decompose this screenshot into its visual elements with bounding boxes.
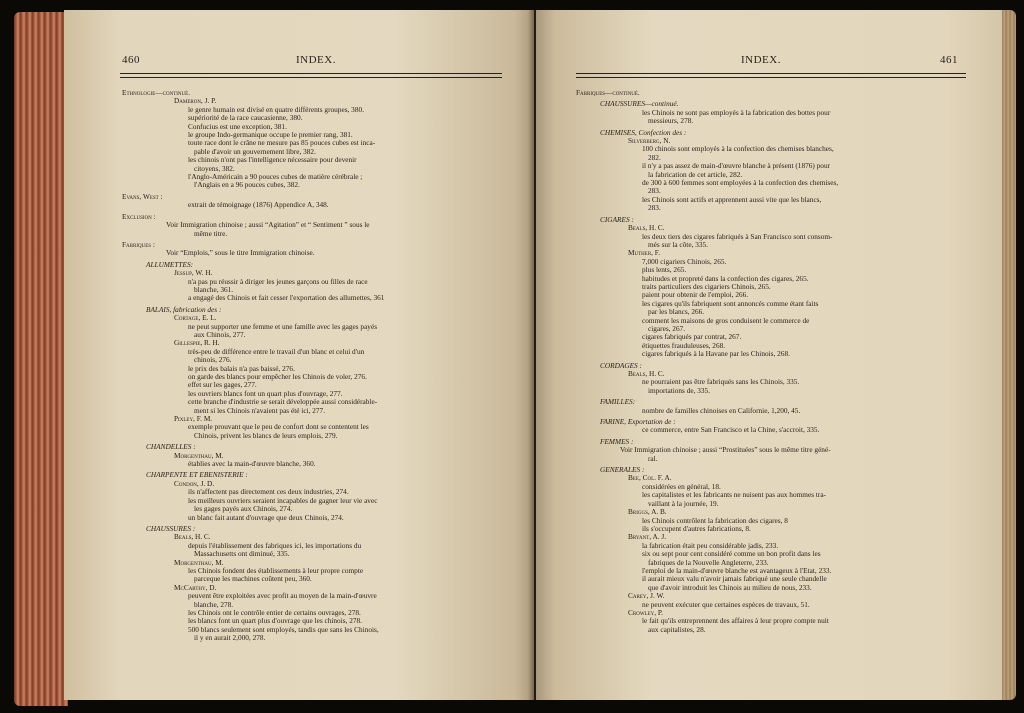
- index-entry-continuation: la fabrication de cet article, 282.: [648, 169, 743, 179]
- index-witness-name: Dameron, J. P.: [174, 96, 217, 106]
- index-entry: ne peut supporter une femme et une famille avec les gages payés: [188, 321, 378, 331]
- index-entry-continuation: Chinois, privent les blancs de leurs emplois, 279.: [194, 430, 338, 440]
- index-entry: ils n'affectent pas directement ces deux industries, 274.: [188, 487, 349, 497]
- index-subheading: ALLUMETTES:: [146, 259, 194, 269]
- index-heading: Exclusion :: [122, 211, 156, 221]
- header-rule-thin: [576, 77, 966, 78]
- index-entry: les chinois n'ont pas l'intelligence nécessaire pour devenir: [188, 155, 357, 165]
- index-entry-continuation: pable d'avoir un gouvernement libre, 382.: [194, 146, 316, 156]
- right-page: [536, 10, 1002, 700]
- index-entry: extrait de témoignage (1876) Appendice A, 348.: [188, 200, 329, 210]
- index-entry: le genre humain est divisé en quatre différents groupes, 380.: [188, 104, 364, 114]
- index-entry: très-peu de différence entre le travail d'un blanc et celui d'un: [188, 346, 365, 356]
- index-entry: les meilleurs ouvriers seraient incapables de gagner leur vie avec: [188, 495, 378, 505]
- index-entry: effet sur les gages, 277.: [188, 380, 257, 390]
- index-column: [122, 86, 512, 643]
- index-entry: toute race dont le crâne ne mesure pas 85 pouces cubes est inca-: [188, 138, 376, 148]
- index-see-reference: Voir “Emplois,” sous le titre Immigration chinoise.: [166, 248, 315, 258]
- index-subheading: FEMMES :: [600, 436, 634, 446]
- index-entry-continuation: l'Anglais en a 96 pouces cubes, 382.: [194, 180, 300, 190]
- index-entry-continuation: il y en aurait 2,000, 278.: [194, 633, 266, 643]
- index-entry-continuation: fabriques de la Nouvelle Angleterre, 233.: [648, 557, 769, 567]
- running-head: INDEX.: [741, 54, 781, 66]
- index-entry: 100 chinois sont employés à la confection des chemises blanches,: [642, 144, 834, 154]
- index-entry: les Chinois fondent des établissements à leur propre compte: [188, 565, 364, 575]
- index-entry: les Chinois ont le contrôle entier de certains ouvrages, 278.: [188, 607, 361, 617]
- index-entry-continuation: més sur la côte, 335.: [648, 239, 708, 249]
- header-rule: [576, 73, 966, 74]
- index-entry: l'Anglo-Américain a 90 pouces cubes de matière cérébrale ;: [188, 172, 363, 182]
- index-entry: six ou sept pour cent considéré comme un bon profit dans les: [642, 549, 821, 559]
- index-witness-name: Condon, J. D.: [174, 478, 215, 488]
- index-entry: exemple prouvant que le peu de confort dont se contentent les: [188, 422, 369, 432]
- index-entry: il n'y a pas assez de main-d'œuvre blanche à présent (1876) pour: [642, 161, 831, 171]
- index-entry: supériorité de la race caucasienne, 380.: [188, 113, 303, 123]
- index-entry-continuation: ral.: [648, 453, 658, 463]
- index-witness-name: Pixley, F. M.: [174, 414, 213, 424]
- index-entry: il aurait mieux valu n'avoir jamais fabriqué une seule chandelle: [642, 574, 827, 584]
- index-entry: a engagé des Chinois et fait cesser l'exportation des allumettes, 361: [188, 293, 385, 303]
- index-entry-continuation: importations de, 335.: [648, 385, 711, 395]
- index-entry-continuation: citoyens, 382.: [194, 163, 235, 173]
- index-entry: n'a pas pu réussir à diriger les jeunes garçons ou filles de race: [188, 276, 368, 286]
- index-witness-name: Gillespie, R. H.: [174, 338, 220, 348]
- index-subheading: BALAIS, fabrication des :: [146, 304, 222, 314]
- index-entry: les cigares qu'ils fabriquent sont annoncés comme étant faits: [642, 298, 819, 308]
- index-entry-continuation: aux Chinois, 277.: [194, 329, 246, 339]
- index-entry: la fabrication était peu considérable jadis, 233.: [642, 540, 779, 550]
- index-entry: le fait qu'ils entreprennent des affaires à leur propre compte nuit: [642, 616, 829, 626]
- index-entry-continuation: par les blancs, 266.: [648, 307, 705, 317]
- index-witness-name: Jessup, W. H.: [174, 268, 213, 278]
- index-entry-continuation: Massachusetts ont diminué, 335.: [194, 549, 290, 559]
- index-subheading: CHAUSSURES—continué.: [600, 99, 679, 109]
- index-heading: Fabriques—continué.: [576, 88, 640, 97]
- page-number: 461: [940, 54, 958, 66]
- index-witness-name: Morgenthau, M.: [174, 450, 224, 460]
- index-entry: les ouvriers blancs font un quart plus d'ouvrage, 277.: [188, 388, 343, 398]
- index-entry: considérées en général, 18.: [642, 481, 721, 491]
- index-entry: les Chinois ne sont pas employés à la fabrication des bottes pour: [642, 107, 831, 117]
- index-entry: plus lents, 265.: [642, 265, 687, 275]
- index-entry-continuation: blanche, 278.: [194, 599, 234, 609]
- index-witness-name: Carey, J. W.: [628, 591, 665, 601]
- index-subheading: CHAUSSURES :: [146, 523, 196, 533]
- left-page: [64, 10, 534, 700]
- index-entry: cette branche d'industrie se serait développée aussi considérable-: [188, 397, 378, 407]
- index-entry: traits particuliers des cigariers Chinois, 265.: [642, 281, 771, 291]
- page-edges-left: [14, 12, 68, 706]
- index-entry: peuvent être exploitées avec profit au moyen de la main-d'œuvre: [188, 591, 377, 601]
- index-subheading: CHEMISES, Confection des :: [600, 127, 687, 137]
- index-see-reference: Voir Immigration chinoise ; aussi “Agitation” et “ Sentiment ” sous le: [166, 220, 370, 230]
- index-entry: établies avec la main-d'œuvre blanche, 360.: [188, 459, 316, 469]
- index-subheading: CHARPENTE ET EBENISTERIE :: [146, 470, 248, 480]
- index-entry: le groupe Indo-germanique occupe le premier rang, 381.: [188, 130, 353, 140]
- index-entry: cigares fabriqués par contrat, 267.: [642, 332, 742, 342]
- page-edges-right: [1000, 10, 1016, 700]
- index-entry-continuation: parceque les machines coûtent peu, 360.: [194, 574, 312, 584]
- index-entry-continuation: messieurs, 278.: [648, 116, 694, 126]
- index-entry: les capitalistes et les fabricants ne nuisent pas aux hommes tra-: [642, 490, 826, 500]
- index-entry: Confucius est une exception, 381.: [188, 121, 287, 131]
- index-entry-continuation: les gages payés aux Chinois, 274.: [194, 504, 293, 514]
- index-subheading: FAMILLES:: [600, 397, 636, 407]
- index-entry: nombre de familles chinoises en Californie, 1,200, 45.: [642, 405, 801, 415]
- index-entry: on garde des blancs pour empêcher les Chinois de voler, 276.: [188, 372, 367, 381]
- index-entry: habitudes et propreté dans la confection des cigares, 265.: [642, 273, 809, 283]
- index-witness-name: Muther, F.: [628, 248, 661, 258]
- index-column: [576, 86, 996, 634]
- index-heading: Fabriques :: [122, 239, 155, 249]
- index-entry-continuation: vaillant à la journée, 19.: [648, 498, 719, 508]
- index-witness-name: Crowley, P.: [628, 607, 663, 617]
- index-entry-continuation: 282.: [648, 152, 661, 162]
- index-entry: de 300 à 600 femmes sont employées à la confection des chemises,: [642, 178, 839, 188]
- index-witness-name: Briggs, A. B.: [628, 507, 667, 517]
- index-entry: depuis l'établissement des fabriques ici, les importations du: [188, 540, 362, 550]
- index-subheading: CHANDELLES :: [146, 442, 196, 452]
- index-entry: ne pourraient pas être fabriqués sans les Chinois, 335.: [642, 377, 800, 387]
- index-entry: l'emploi de la main-d'œuvre blanche est avantageux à l'Etat, 233.: [642, 565, 832, 575]
- index-entry-continuation: cigares, 267.: [648, 323, 686, 333]
- index-witness-name: Beals, H. C.: [628, 223, 665, 233]
- index-witness-name: Bryant, A. J.: [628, 532, 667, 542]
- index-subheading: GENERALES :: [600, 465, 645, 475]
- running-head: INDEX.: [296, 54, 336, 66]
- index-subheading: CORDAGES :: [600, 360, 642, 370]
- index-entry-continuation: chinois, 276.: [194, 355, 232, 365]
- index-entry-continuation: même titre.: [194, 228, 228, 238]
- index-entry: comment les maisons de gros conduisent le commerce de: [642, 315, 810, 325]
- index-subheading: FARINE, Exportation de :: [600, 417, 676, 427]
- index-see-reference: Voir Immigration chinoise ; aussi “Prostituées” sous le même titre géné-: [620, 445, 831, 455]
- index-entry: 7,000 cigariers Chinois, 265.: [642, 256, 727, 266]
- index-subheading: CIGARES :: [600, 214, 634, 224]
- index-entry: 500 blancs seulement sont employés, tandis que sans les Chinois,: [188, 624, 379, 634]
- index-entry: ce commerce, entre San Francisco et la Chine, s'accroit, 335.: [642, 425, 820, 435]
- index-entry: un blanc fait autant d'ouvrage que deux Chinois, 274.: [188, 512, 344, 522]
- index-witness-name: Morgenthau, M.: [174, 557, 224, 567]
- index-entry: les Chinois sont actifs et apprennent aussi vite que les blancs,: [642, 194, 822, 204]
- index-entry-continuation: ment si les Chinois n'avaient pas été ici, 277.: [194, 405, 326, 415]
- index-entry: ils s'occupent d'autres fabrications, 8.: [642, 523, 751, 533]
- index-heading: Evans, West :: [122, 191, 163, 201]
- index-entry: paient pour obtenir de l'emploi, 266.: [642, 290, 749, 300]
- index-witness-name: Cortage, E. L.: [174, 313, 217, 323]
- index-entry-continuation: blanche, 361.: [194, 284, 234, 294]
- index-entry: les blancs font un quart plus d'ouvrage que les chinois, 278.: [188, 616, 362, 626]
- index-entry-continuation: 283.: [648, 203, 661, 213]
- index-entry: ne peuvent exécuter que certaines espèces de travaux, 51.: [642, 599, 810, 609]
- index-entry-continuation: aux capitalistes, 28.: [648, 624, 706, 634]
- header-rule: [120, 73, 502, 74]
- index-entry: cigares fabriqués à la Havane par les Chinois, 268.: [642, 349, 790, 359]
- index-entry: les deux tiers des cigares fabriqués à San Francisco sont consom-: [642, 231, 833, 241]
- index-entry-continuation: 283.: [648, 186, 661, 196]
- index-entry: le prix des balais n'a pas baissé, 276.: [188, 363, 295, 373]
- index-witness-name: Bee, Col. F. A.: [628, 473, 672, 483]
- page-number: 460: [122, 54, 140, 66]
- index-entry-continuation: que d'avoir introduit les Chinois au milieu de nous, 233.: [648, 582, 812, 592]
- index-witness-name: Beals, H. C.: [628, 369, 665, 378]
- index-entry: les Chinois contrôlent la fabrication des cigares, 8: [642, 515, 788, 525]
- index-witness-name: Beals, H. C.: [174, 532, 211, 542]
- header-rule-thin: [120, 77, 502, 78]
- index-witness-name: Silverberg, N.: [628, 136, 671, 146]
- index-entry: étiquettes frauduleuses, 268.: [642, 340, 726, 350]
- index-witness-name: McCarthy, D.: [174, 582, 217, 592]
- index-heading: Ethnologie—continué.: [122, 88, 191, 97]
